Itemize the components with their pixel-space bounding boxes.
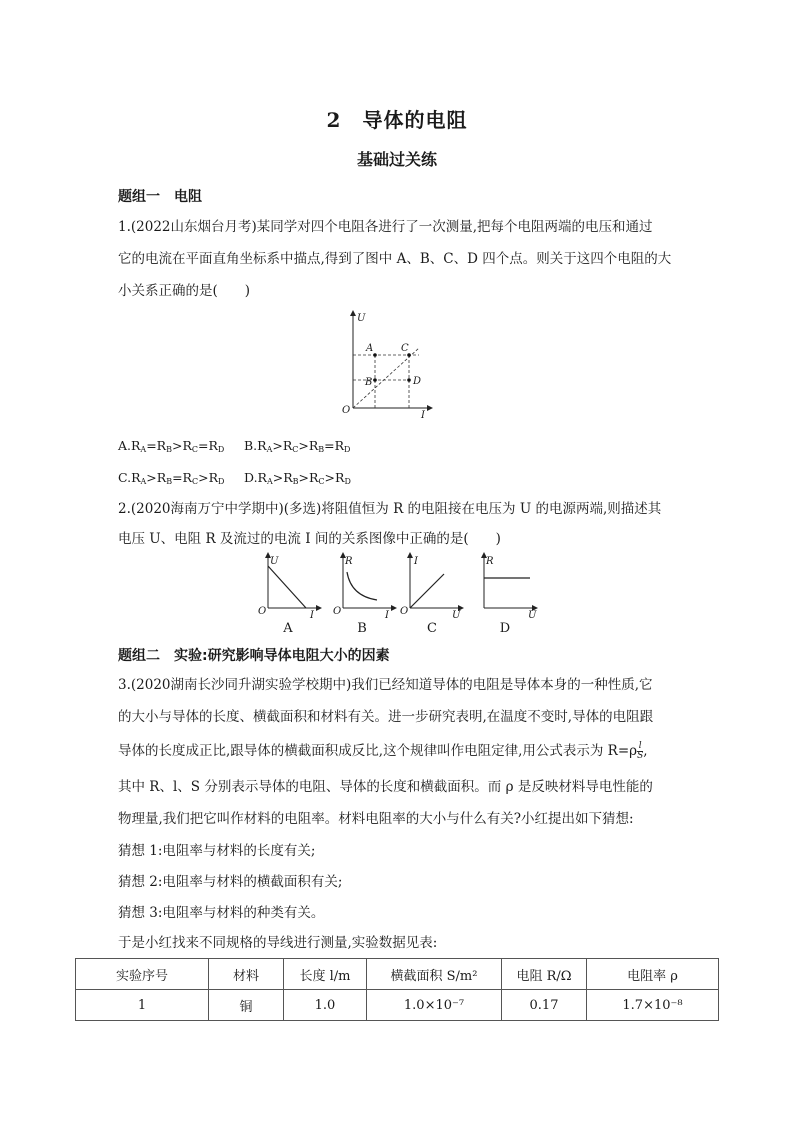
- label-u: U: [357, 313, 366, 324]
- q3-line1: 3.(2020湖南长沙同升湖实验学校期中)我们已经知道导体的电阻是导体本身的一种性质,它: [118, 677, 653, 693]
- q3-guess1: 猜想 1:电阻率与材料的长度有关;: [118, 843, 316, 859]
- svg-text:I: I: [310, 610, 314, 618]
- section-subtitle: 基础过关练: [356, 150, 437, 169]
- cell: 1: [76, 990, 209, 1021]
- svg-text:R: R: [486, 556, 494, 567]
- graph-c-curve: [410, 574, 444, 608]
- q1-option-c: $C.R_A>R_B=R_C>R_D$: [118, 470, 225, 486]
- data-table: [75, 958, 719, 1021]
- q3-line2: 的大小与导体的长度、横截面积和材料有关。进一步研究表明,在温度不变时,导体的电阻跟: [118, 709, 654, 725]
- svg-text:U: U: [452, 610, 461, 618]
- graph-a-curve: [268, 566, 306, 608]
- label-a: A: [366, 343, 374, 354]
- graph-b-curve: [347, 572, 377, 600]
- q1-ui-graph: [335, 308, 435, 420]
- cell: 铜: [209, 990, 284, 1021]
- q3-line5: 物理量,我们把它叫作材料的电阻率。材料电阻率的大小与什么有关?小红提出如下猜想:: [118, 811, 634, 827]
- y-axis-arrow: [350, 310, 356, 316]
- label-d: D: [413, 376, 422, 387]
- svg-text:R: R: [345, 556, 353, 567]
- table-row: [76, 990, 719, 1021]
- label-i: I: [421, 410, 425, 420]
- label-b: B: [365, 377, 373, 388]
- q2-line1: 2.(2020海南万宁中学期中)(多选)将阻值恒为 R 的电阻接在电压为 U 的电源两端,则描述其: [118, 501, 662, 517]
- svg-text:I: I: [414, 556, 418, 567]
- q1-line1: 1.(2022山东烟台月考)某同学对四个电阻各进行了一次测量,把每个电阻两端的电压和通过: [118, 219, 653, 235]
- q3-line6: 于是小红找来不同规格的导线进行测量,实验数据见表:: [118, 935, 438, 951]
- svg-text:O: O: [333, 606, 342, 617]
- q3-line4: 其中 R、l、S 分别表示导体的电阻、导体的长度和横截面积。而 ρ 是反映材料导电性能的: [118, 779, 653, 795]
- svg-text:U: U: [528, 610, 537, 618]
- th-resistance: 电阻 R/Ω: [502, 959, 587, 990]
- svg-text:O: O: [400, 606, 409, 617]
- svg-text:U: U: [270, 556, 279, 567]
- point-d: [407, 378, 411, 382]
- q1-option-b: $B.R_A>R_C>R_B=R_D$: [244, 438, 351, 454]
- svg-text:I: I: [385, 610, 389, 618]
- q2-label-a: A: [283, 621, 293, 636]
- cell: 1.0×10⁻⁷: [367, 990, 502, 1021]
- q2-label-c: C: [427, 621, 437, 636]
- th-index: 实验序号: [76, 959, 209, 990]
- formula-fraction: $\frac{l}{S}$: [637, 741, 644, 761]
- label-c: C: [401, 343, 409, 354]
- q3-guess2: 猜想 2:电阻率与材料的横截面积有关;: [118, 874, 343, 890]
- q2-label-d: D: [499, 621, 511, 636]
- th-resistivity: 电阻率 ρ: [587, 959, 719, 990]
- cell: 1.0: [284, 990, 367, 1021]
- q2-label-b: B: [357, 621, 367, 636]
- label-o: O: [342, 405, 351, 416]
- table-header-row: [76, 959, 719, 990]
- th-area: 横截面积 S/m²: [367, 959, 502, 990]
- th-length: 长度 l/m: [284, 959, 367, 990]
- q1-option-a: $A.R_A=R_B>R_C=R_D$: [118, 438, 225, 454]
- point-a: [373, 353, 377, 357]
- cell: 0.17: [502, 990, 587, 1021]
- q2-graph-b: [333, 550, 401, 618]
- point-b: [373, 378, 377, 382]
- cell: 1.7×10⁻⁸: [587, 990, 719, 1021]
- q2-graph-a: [258, 550, 326, 618]
- th-material: 材料: [209, 959, 284, 990]
- group2-heading: 题组二 实验:研究影响导体电阻大小的因素: [118, 648, 390, 664]
- q3-guess3: 猜想 3:电阻率与材料的种类有关。: [118, 905, 325, 921]
- q2-graph-d: [474, 550, 544, 618]
- q1-line3: 小关系正确的是( ): [118, 283, 251, 299]
- q2-line2: 电压 U、电阻 R 及流过的电流 I 间的关系图像中正确的是( ): [118, 531, 501, 547]
- q1-option-d: $D.R_A>R_B>R_C>R_D$: [244, 470, 351, 486]
- q1-line2: 它的电流在平面直角坐标系中描点,得到了图中 A、B、C、D 四个点。则关于这四个电阻的大: [118, 251, 672, 267]
- x-axis-arrow: [427, 405, 433, 411]
- q3-line3-wrap: 导体的长度成正比,跟导体的横截面积成反比,这个规律叫作电阻定律,用公式表示为 R=ρ $\frac{l}{S}$ ,: [118, 741, 648, 761]
- page-title: 2 导体的电阻: [326, 108, 468, 132]
- svg-text:O: O: [258, 606, 267, 617]
- q2-graph-c: [400, 550, 468, 618]
- q3-line3: 导体的长度成正比,跟导体的横截面积成反比,这个规律叫作电阻定律,用公式表示为 R=ρ: [118, 743, 638, 759]
- group1-heading: 题组一 电阻: [118, 189, 202, 205]
